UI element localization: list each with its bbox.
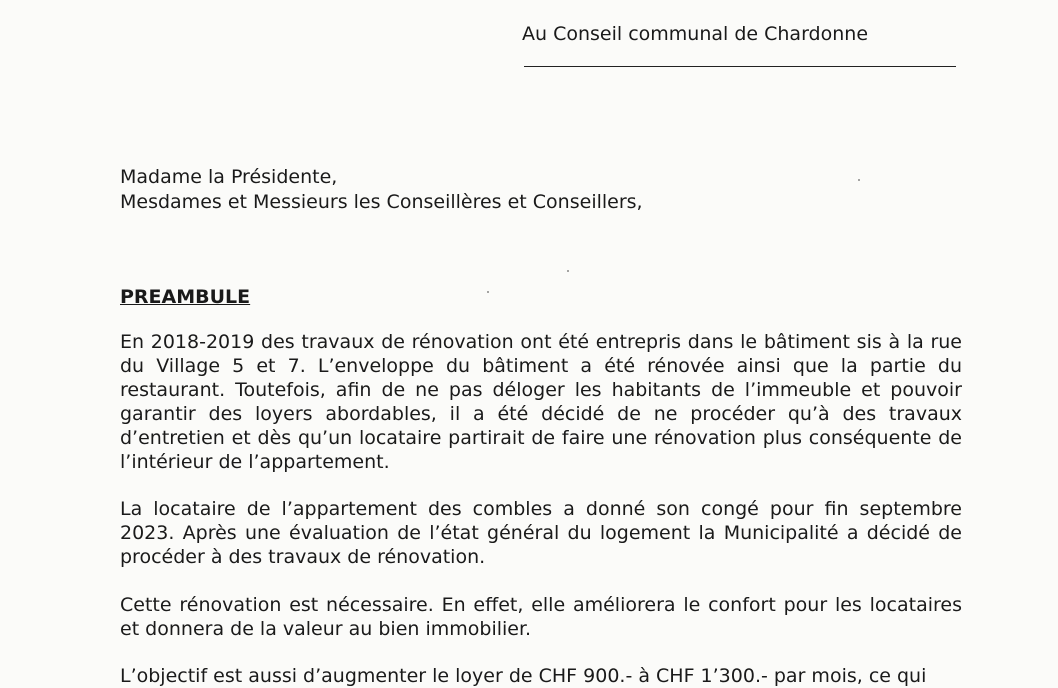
scan-speck bbox=[567, 270, 569, 272]
scan-speck bbox=[858, 179, 860, 181]
paragraph-3: Cette rénovation est nécessaire. En effet, elle améliorera le confort pour les locataires et donnera de la valeur au bien immobilier. bbox=[120, 594, 962, 640]
salutation-line-1: Madame la Présidente, bbox=[120, 166, 338, 188]
salutation-line-2: Mesdames et Messieurs les Conseillères et Conseillers, bbox=[120, 191, 643, 213]
addressee-line: Au Conseil communal de Chardonne bbox=[522, 23, 869, 45]
section-heading-preambule: PREAMBULE bbox=[120, 286, 251, 308]
salutation bbox=[120, 165, 643, 215]
paragraph-4: L’objectif est aussi d’augmenter le loyer de CHF 900.- à CHF 1’300.- par mois, ce qui bbox=[120, 665, 927, 687]
paragraph-2: La locataire de l’appartement des combles a donné son congé pour fin septembre 2023. Après une évaluation de l’état général du logement la Municipalité a décidé de procéder à des travaux de rénovation. bbox=[120, 498, 962, 568]
paragraph-1: En 2018-2019 des travaux de rénovation ont été entrepris dans le bâtiment sis à la rue du Village 5 et 7. L’enveloppe du bâtiment a été rénovée ainsi que la partie du restaurant. Toutefois, afin de ne pas déloger les habitants de l’immeuble et pouvoir garantir des loyers abordables, il a été décidé de ne procéder qu’à des travaux d’entretien et dès qu’un locataire partirait de faire une rénovation plus conséquente de l’intérieur de l’appartement. bbox=[120, 331, 962, 473]
signature-rule bbox=[524, 66, 956, 67]
scan-speck bbox=[487, 291, 489, 293]
